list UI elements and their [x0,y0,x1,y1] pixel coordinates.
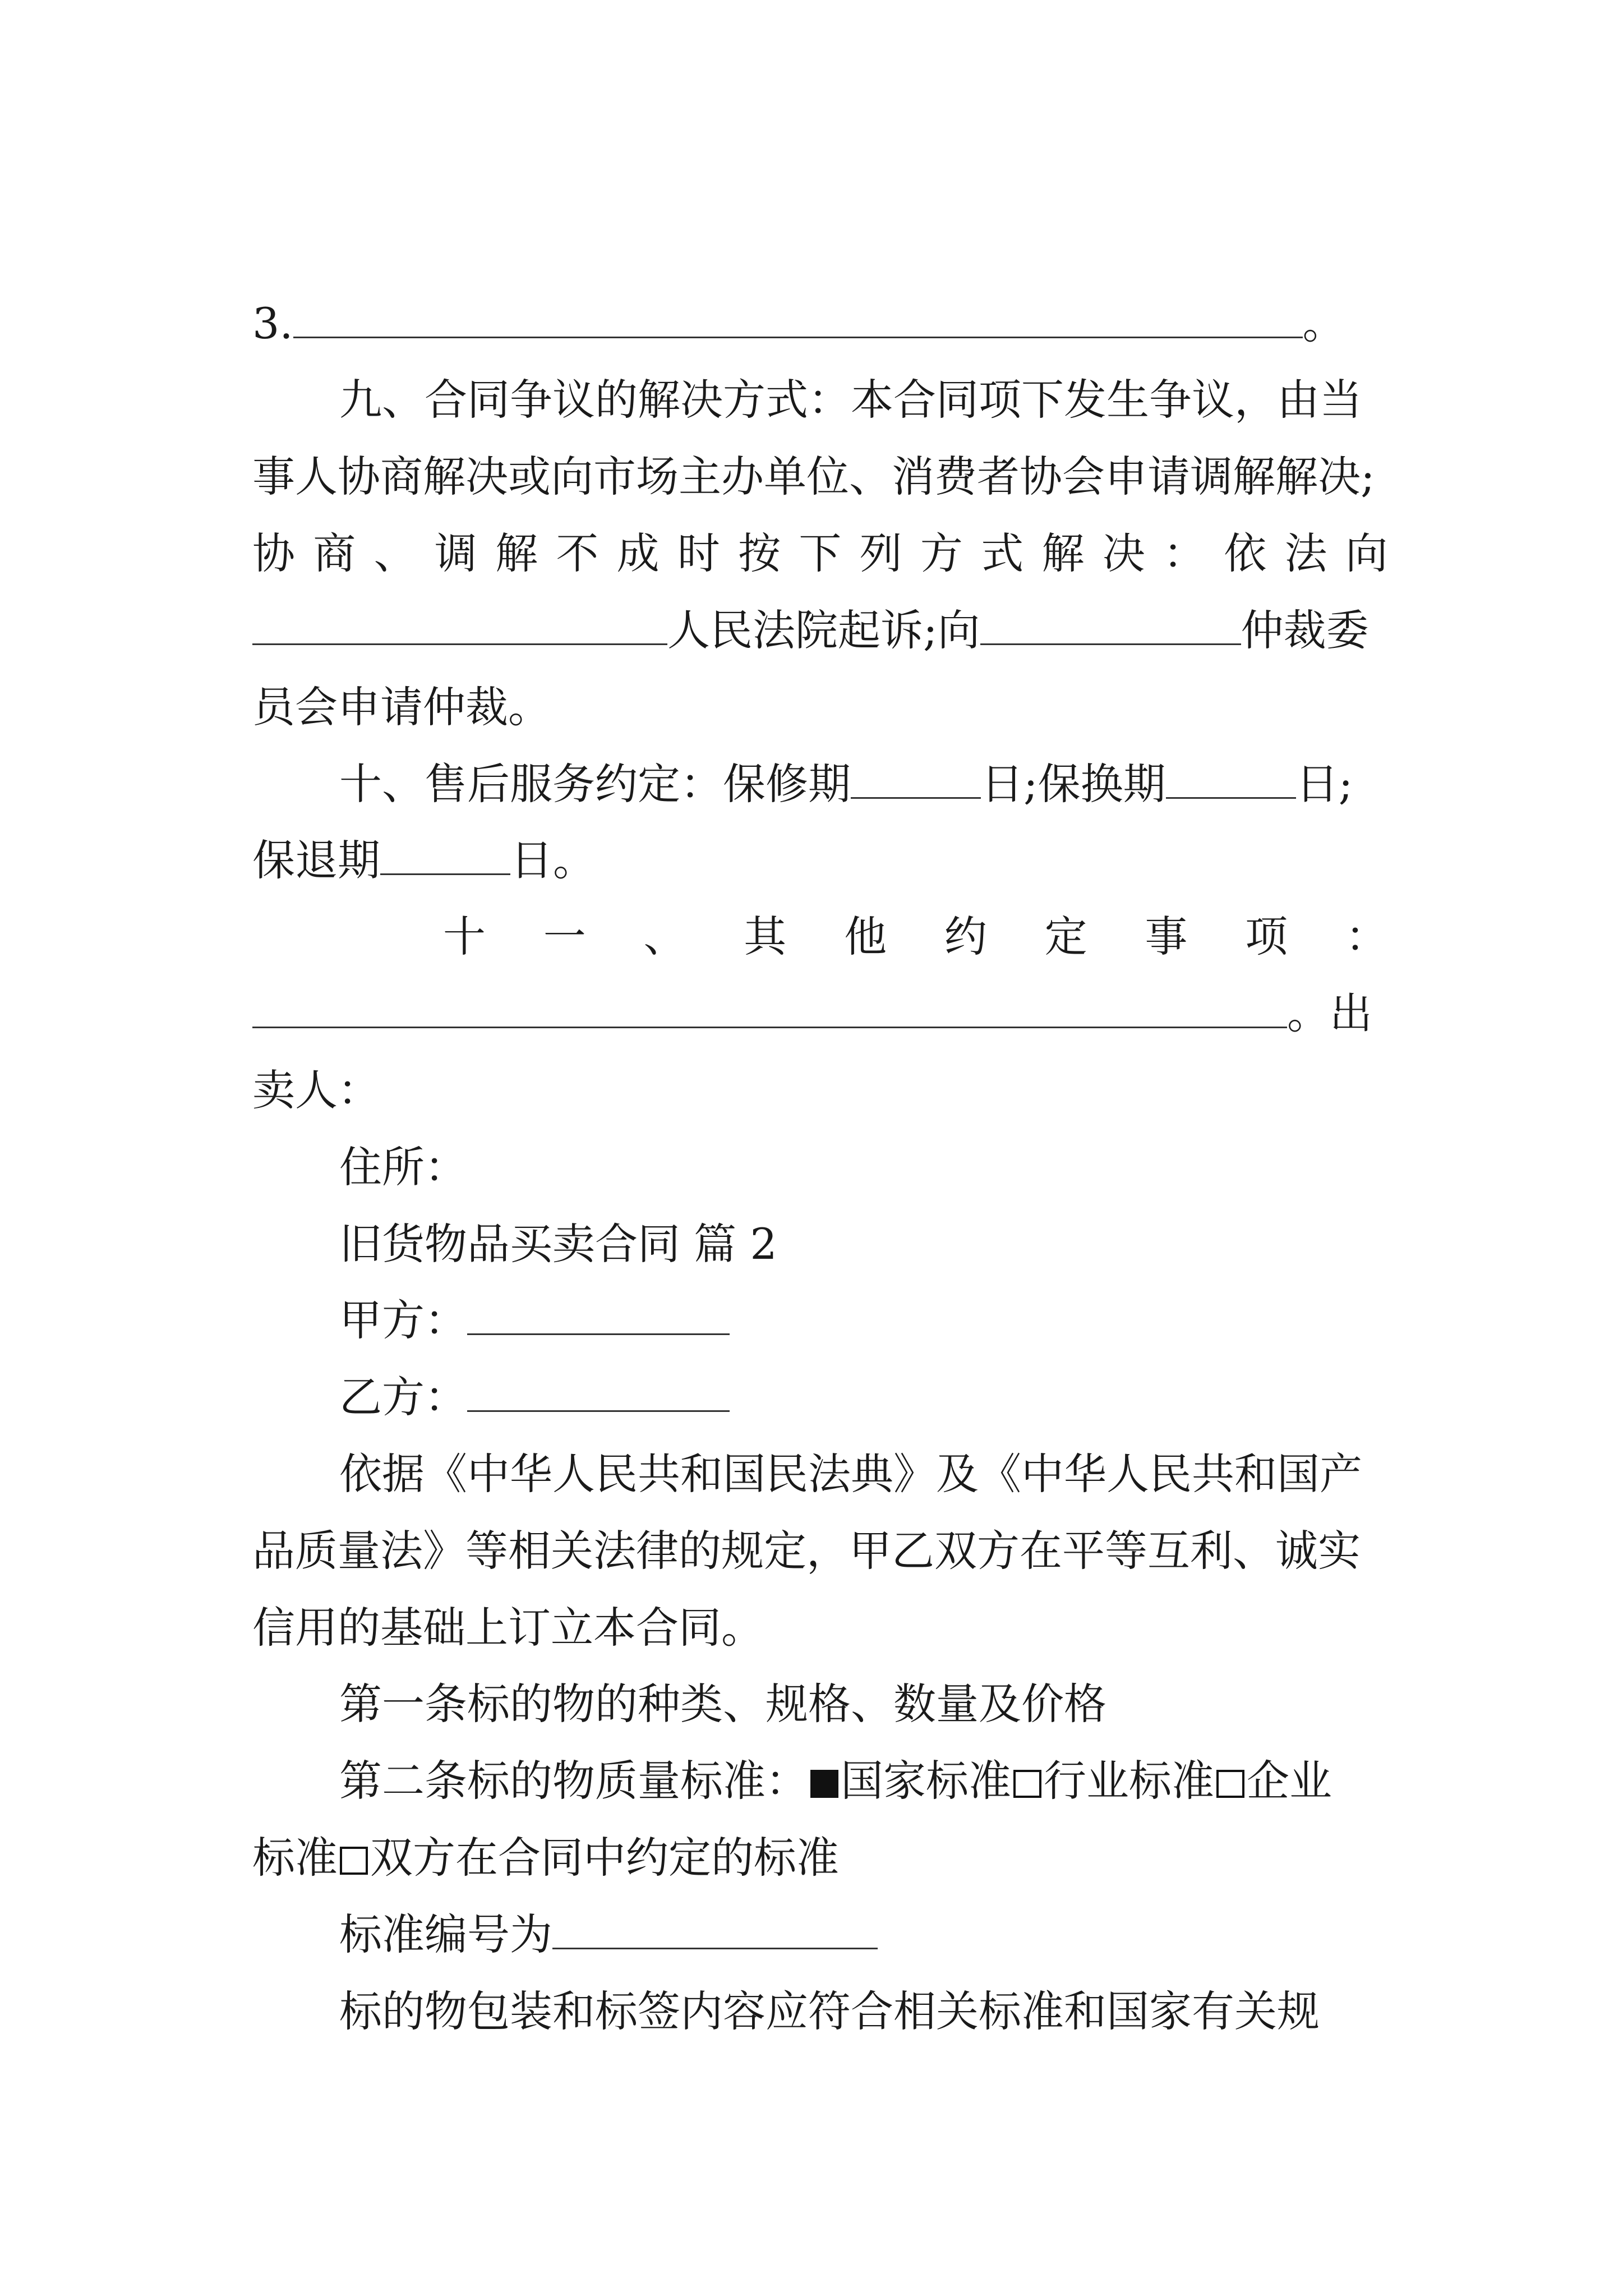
section-11-heading-char: 定 [1044,912,1087,961]
standard-number-line: 标准编号为 [339,1895,1388,1974]
section-10-line-1: 十、售后服务约定：保修期 日;保换期 日; [339,759,1353,809]
section-11-line-2: 。出 [252,974,1388,1053]
section-9-line-3-char: ： [1163,528,1206,578]
section-9-line-3-char: 式 [981,528,1024,578]
section-9-line-3-char: 决 [1102,528,1145,578]
section-9-line-3-char: 解 [1041,528,1085,578]
item-3-line: 3. 。 [252,298,1345,348]
court-blank[interactable] [252,608,667,645]
basis-line-1: 依据《中华人民共和国民法典》及《中华人民共和国产 [339,1449,1362,1499]
party-a-line: 甲方： [339,1281,1388,1360]
section-11-heading-char: 十 [443,912,486,961]
section-9-line-3-char: 调 [434,528,477,578]
section-11-heading-char: 约 [944,912,987,961]
section-9-line-3-char: 时 [677,528,720,578]
article-1: 第一条标的物的种类、规格、数量及价格 [339,1679,1106,1729]
enterprise-standard-checkbox[interactable] [1216,1770,1244,1798]
fill-blank[interactable] [293,301,1303,338]
section-9-line-3-char: 、 [374,528,417,578]
basis-line-3: 信用的基础上订立本合同。 [252,1603,764,1653]
seller-label: 卖人： [252,1065,380,1115]
section-9-line-3-char: 向 [1345,528,1388,578]
section-9-line-5: 员会申请仲裁。 [252,682,551,732]
section-11-heading-char: 其 [744,912,787,961]
warranty-days-blank[interactable] [851,761,981,799]
party-b-blank[interactable] [467,1374,730,1412]
section-9-line-3-char: 成 [616,528,660,578]
agreed-standard-checkbox[interactable] [340,1847,368,1875]
basis-line-2: 品质量法》等相关法律的规定，甲乙双方在平等互利、诚实 [252,1526,1361,1576]
section-9-line-3-char: 不 [556,528,599,578]
section-9-line-3-char: 方 [920,528,963,578]
party-a-blank[interactable] [467,1297,730,1335]
section-11-heading-char: ： [1345,912,1388,961]
exchange-days-blank[interactable] [1166,761,1296,799]
contract-2-heading: 旧货物品买卖合同 篇 2 [339,1219,777,1269]
section-11-heading-char: 一 [543,912,586,961]
section-11-heading-char: 项 [1245,912,1288,961]
section-9-line-3 [252,514,1388,593]
section-9-line-3-char: 法 [1284,528,1327,578]
section-9-line-3-char: 解 [495,528,538,578]
national-standard-checkbox[interactable] [810,1770,838,1798]
section-11-heading-char: 、 [643,912,686,961]
packaging-line: 标的物包装和标签内容应符合相关标准和国家有关规 [339,1986,1320,2036]
section-9-line-1: 九、合同争议的解决方式：本合同项下发生争议，由当 [339,375,1362,425]
section-9-line-3-char: 依 [1224,528,1267,578]
standard-number-blank[interactable] [552,1912,878,1949]
industry-standard-checkbox[interactable] [1013,1770,1041,1798]
section-9-line-3-char: 下 [799,528,842,578]
section-9-line-4: 人民法院起诉;向 仲裁委 [252,591,1388,670]
section-11-heading-char: 他 [844,912,887,961]
return-days-blank[interactable] [380,838,510,875]
party-b-line: 乙方： [339,1358,1388,1437]
arbitration-blank[interactable] [980,608,1241,645]
article-2-line-1: 第二条标的物质量标准： 国家标准 行业标准 企业 [339,1756,1332,1806]
section-9-line-3-char: 商 [313,528,356,578]
section-9-line-2: 事人协商解决或向市场主办单位、消费者协会申请调解解决; [252,452,1375,501]
address-label: 住所： [339,1142,467,1192]
section-11-heading [443,898,1388,976]
section-9-line-3-char: 列 [859,528,902,578]
other-terms-blank[interactable] [252,991,1287,1028]
section-9-line-3-char: 按 [738,528,781,578]
section-11-heading-char: 事 [1145,912,1188,961]
section-10-line-2: 保退期 日。 [252,835,596,885]
article-2-line-2: 标准 双方在合同中约定的标准 [252,1833,839,1883]
section-9-line-3-char: 协 [252,528,295,578]
